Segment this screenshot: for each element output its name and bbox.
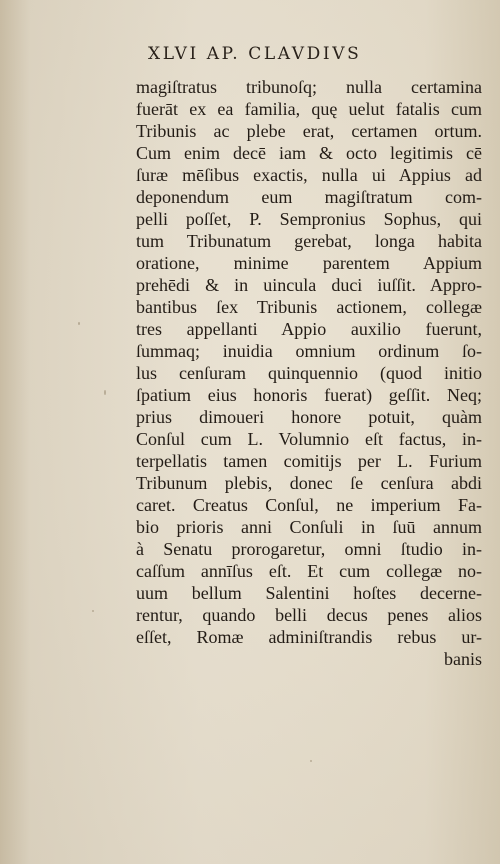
text-line: bio prioris anni Conſuli in ſuū annum <box>136 517 482 537</box>
body-text <box>136 76 482 670</box>
text-line: terpellatis tamen comitijs per L. Furium <box>136 451 482 471</box>
text-line: caret. Creatus Conſul, ne imperium Fa- <box>136 495 482 515</box>
text-line: lus cenſuram quinquennio (quod initio <box>136 363 482 383</box>
text-line: oratione, minime parentem Appium <box>136 253 482 273</box>
text-line: ſuræ mēſibus exactis, nulla ui Appius ad <box>136 165 482 185</box>
paper-speck <box>104 390 106 395</box>
paper-speck <box>92 610 94 612</box>
paper-speck <box>78 322 80 325</box>
text-line: uum bellum Salentini hoſtes decerne- <box>136 583 482 603</box>
text-line: tres appellanti Appio auxilio fuerunt, <box>136 319 482 339</box>
text-line: bantibus ſex Tribunis actionem, collegæ <box>136 297 482 317</box>
text-line: à Senatu prorogaretur, omni ſtudio in- <box>136 539 482 559</box>
running-head: XLVI AP. CLAVDIVS <box>148 44 362 64</box>
text-line: caſſum annīſus eſt. Et cum collegæ no- <box>136 561 482 581</box>
text-line: eſſet, Romæ adminiſtrandis rebus ur- <box>136 627 482 647</box>
text-line: magiſtratus tribunoſq; nulla certamina <box>136 77 482 97</box>
text-line: pelli poſſet, P. Sempronius Sophus, qui <box>136 209 482 229</box>
text-line: banis <box>444 649 482 669</box>
text-line: rentur, quando belli decus penes alios <box>136 605 482 625</box>
text-line: Tribunum plebis, donec ſe cenſura abdi <box>136 473 482 493</box>
text-line: ſpatium eius honoris fuerat) geſſit. Neq; <box>136 385 482 405</box>
text-line: prius dimoueri honore potuit, quàm <box>136 407 482 427</box>
paper-speck <box>310 760 312 762</box>
text-line: fuerāt ex ea familia, quę uelut fatalis cum <box>136 99 482 119</box>
text-line: Conſul cum L. Volumnio eſt factus, in- <box>136 429 482 449</box>
text-line: ſummaq; inuidia omnium ordinum ſo- <box>136 341 482 361</box>
text-line: Tribunis ac plebe erat, certamen ortum. <box>136 121 482 141</box>
text-line: deponendum eum magiſtratum com- <box>136 187 482 207</box>
text-line: tum Tribunatum gerebat, longa habita <box>136 231 482 251</box>
text-line: prehēdi & in uincula duci iuſſit. Appro- <box>136 275 482 295</box>
text-line: Cum enim decē iam & octo legitimis cē <box>136 143 482 163</box>
